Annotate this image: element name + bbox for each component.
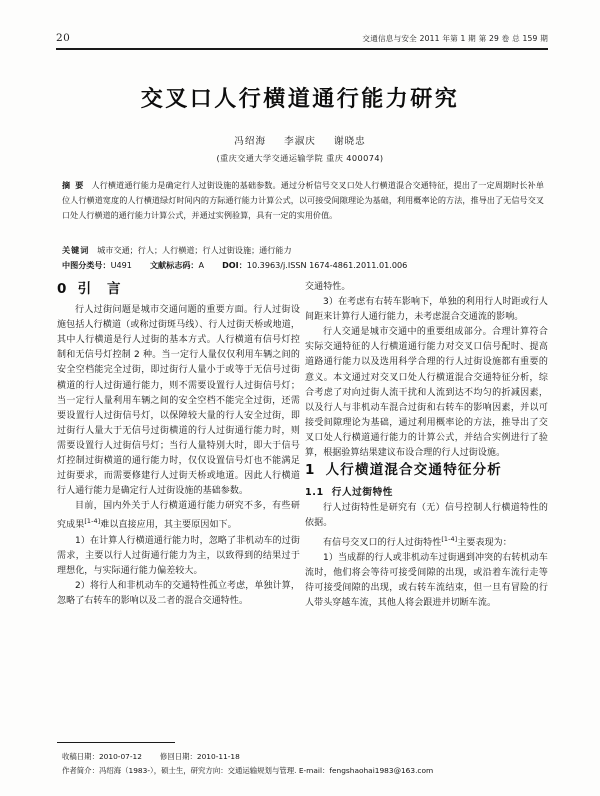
abstract-paragraph bbox=[62, 178, 544, 224]
intro-2-tail: 难以直接应用，其主要原因如下。 bbox=[100, 520, 237, 531]
author-list bbox=[0, 133, 600, 147]
affiliation: (重庆交通大学交通运输学院 重庆 400074) bbox=[216, 153, 384, 163]
clc-label: 中图分类号： bbox=[62, 260, 111, 270]
received-label: 收稿日期： bbox=[62, 752, 99, 761]
bio-text: 冯绍海（1983-），硕士生，研究方向：交通运输规划与管理. E-mail：fengshaohai1983@163.com bbox=[98, 765, 434, 775]
section-1-1-title: 行人过街特性 bbox=[331, 487, 393, 499]
doc-code-label: 文献标志码： bbox=[149, 260, 199, 270]
footnote-block bbox=[62, 750, 560, 777]
column-left bbox=[57, 280, 300, 609]
doc-code-value: A bbox=[198, 260, 205, 270]
paragraph-item-1: 1）在计算人行横道通行能力时，忽略了非机动车的过街需求，主要以行人过街通行能力为主，以致得到的结果过于理想化，与实际通行能力偏差较大。 bbox=[57, 535, 300, 576]
footnote-bio bbox=[62, 764, 560, 778]
revised-date: 2010-11-18 bbox=[196, 752, 240, 761]
abstract-label: 摘要 bbox=[62, 180, 89, 190]
section-0-number: 0 bbox=[57, 281, 68, 297]
s11-2-text: 有信号交叉口的行人过街特性 bbox=[323, 537, 442, 548]
running-head bbox=[56, 28, 548, 44]
keywords-text: 城市交通；行人；人行横道；行人过街设施；通行能力 bbox=[97, 245, 292, 255]
paragraph-item-2-cont: 交通特性。 bbox=[305, 282, 351, 292]
section-1-number: 1 bbox=[305, 462, 316, 479]
abstract-text: 人行横道通行能力是确定行人过街设施的基础参数。通过分析信号交叉口处人行横道混合交通特征，提出了一定周期时长补单位人行横道宽度的人行横道绿灯时间内的方际通行能力计算公式，以可接受间隙理论为基础，利用概率论的方法，推导出了无信号交叉口处人行横道的通行能力计算公式，并通过实例验算，具有一定的实用价值。 bbox=[62, 180, 544, 221]
citation-ref-2: [1-4] bbox=[441, 534, 458, 543]
keywords-line bbox=[62, 243, 544, 258]
journal-issue-line: 交通信息与安全 2011 年第 1 期 第 29 卷 总 159 期 bbox=[362, 34, 548, 43]
section-heading-1-1 bbox=[305, 485, 548, 500]
clc-value: U491 bbox=[110, 260, 132, 270]
clc-group bbox=[62, 258, 132, 273]
section-heading-0 bbox=[57, 282, 300, 297]
author-3: 谢晓忠 bbox=[333, 136, 366, 147]
paragraph-right-1: 行人交通是城市交通中的重要组成部分。合理计算符合实际交通特征的人行横道通行能力对交叉口信号配时、提高道路通行能力以及选用科学合理的行人过街设施都有重要的意义。本文通过对交叉口处人行横道混合交通特征分析，综合考虑了对向过街人流干扰和人流到达不均匀的折减因素，以及行人与非机动车混合过街和右转车的影响因素，并以可接受间隙理论为基础，通过利用概率论的方法，推导出了交叉口处人行横道通行能力的计算公式，并结合实例进行了验算，根据验算结果建议布设合理的行人过街设施。 bbox=[305, 327, 548, 459]
paragraph-item-2: 2）将行人和非机动车的交通特性孤立考虑，单独计算，忽略了右转车的影响以及二者的混合交通特性。 bbox=[57, 580, 300, 606]
paragraph-intro-1: 行人过街问题是城市交通问题的重要方面。行人过街设施包括人行横道（或称过街斑马线）、行人过街天桥或地道，其中人行横道是行人过街的基本方式。人行横道有信号灯控制和无信号灯控制 2 种。当一定行人量仅仅利用车辆之间的安全空档能完全过街，即过街行人量小于或等于无信号过街横道的行人过街通行能力，则不需要设置行人过街信号灯；当一定行人量利用车辆之间的安全空档不能完全过街，还需要设置行人过街信号灯，以保障较大量的行人安全过街，即过街行人量大于无信号过街横道的行人过街通行能力时，则需要设置行人过街信号灯；当行人量特别大时，即大于信号灯控制过街横道的通行能力时，仅仅设置信号灯也不能满足过街要求，而需要修建行人过街天桥或地道。因此人行横道行人通行能力是确定行人过街设施的基础参数。 bbox=[57, 305, 300, 497]
paragraph-s11-1: 行人过街特性是研究有（无）信号控制人行横道特性的依据。 bbox=[305, 503, 548, 529]
s11-2-tail: 主要表现为： bbox=[457, 537, 512, 548]
doi-label: DOI： bbox=[222, 260, 247, 270]
doc-code-group bbox=[150, 258, 204, 273]
classification-line bbox=[62, 258, 544, 273]
header-rule bbox=[56, 48, 548, 50]
page-title: 交叉口人行横道通行能力研究 bbox=[140, 87, 460, 112]
doi-value: 10.3963/j.ISSN 1674-4861.2011.01.006 bbox=[246, 260, 408, 270]
paragraph-item-3: 3）在考虑有右转车影响下，单独的利用行人时距或行人间距来计算行人通行能力，未考虑混合交通流的影响。 bbox=[305, 297, 548, 323]
intro-2-text: 目前，国内外关于人行横道通行能力研究不多，有些研究成果 bbox=[57, 501, 300, 531]
paragraph-s11-item-1: 1）当成群的行人或非机动车过街遇到冲突的右转机动车流时，他们将会等待可接受间隙的出现，或沿着车流行走等待可接受间隙的出现，或右转车流结束，但一旦有冒险的行人带头穿越车流，其他人将会跟进并切断车流。 bbox=[305, 552, 548, 608]
citation-ref-1: [1-4] bbox=[84, 517, 101, 526]
abstract-block bbox=[62, 178, 544, 224]
section-heading-1 bbox=[305, 463, 548, 478]
keywords-label: 关键词 bbox=[62, 245, 90, 255]
page-number: 20 bbox=[56, 32, 71, 44]
author-1: 冯绍海 bbox=[234, 136, 267, 147]
author-2: 李淑庆 bbox=[284, 136, 316, 147]
bio-label: 作者简介： bbox=[62, 765, 99, 775]
revised-label: 修回日期： bbox=[159, 752, 197, 761]
footnote-rule bbox=[57, 742, 175, 743]
footnote-dates bbox=[62, 750, 560, 764]
section-1-title: 人行横道混合交通特征分析 bbox=[325, 462, 502, 479]
paragraph-s11-2 bbox=[305, 532, 548, 551]
received-date: 2010-07-12 bbox=[98, 752, 142, 761]
section-1-1-number: 1.1 bbox=[305, 487, 324, 499]
paragraph-intro-2 bbox=[57, 499, 300, 533]
doi-group bbox=[222, 258, 407, 273]
column-right bbox=[305, 280, 548, 611]
section-0-title: 引 言 bbox=[77, 281, 122, 297]
